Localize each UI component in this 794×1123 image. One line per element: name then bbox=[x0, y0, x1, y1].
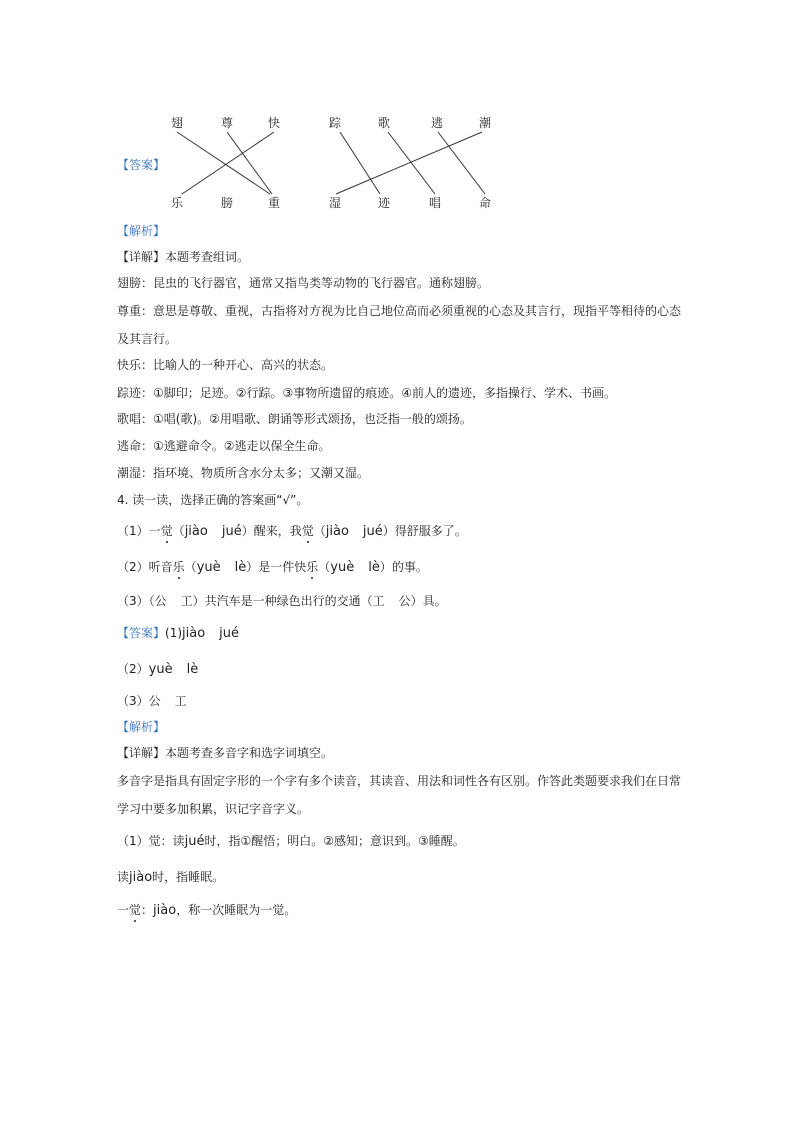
item-text: （ bbox=[318, 560, 331, 574]
item-text: 公）具。 bbox=[398, 594, 447, 608]
bottom-char-1: 乐 bbox=[170, 196, 183, 210]
top-char-5: 歌 bbox=[377, 116, 390, 130]
q4-detail-line bbox=[117, 746, 333, 760]
entry-zongji: 踪迹：①脚印；足迹。②行踪。③事物所遗留的痕迹。④前人的遗迹，多指操行、学术、书画。 bbox=[117, 386, 617, 400]
answer-pinyin: jiào bbox=[182, 626, 206, 641]
pinyin-option: lè bbox=[368, 560, 380, 575]
q4-explain-label: 【解析】 bbox=[117, 720, 166, 734]
item-text: ）是一件快 bbox=[246, 560, 307, 574]
top-char-2: 尊 bbox=[220, 116, 233, 130]
detail-text: 本题考查多音字和选字词填空。 bbox=[165, 746, 334, 760]
answer-num: (1) bbox=[165, 626, 183, 640]
last-line bbox=[117, 903, 296, 918]
item-text: ）的事。 bbox=[379, 560, 428, 574]
line-text: 读 bbox=[117, 870, 130, 884]
item-text: （ bbox=[313, 524, 326, 538]
answer-1-line bbox=[117, 626, 239, 641]
dotted-char: 乐 bbox=[306, 560, 319, 574]
bottom-char-3: 重 bbox=[267, 196, 280, 210]
q4-paragraph: 多音字是指具有固定字形的一个字有多个读音，其读音、用法和词性各有区别。作答此类题要求我们在日常学习中要多加积累，识记字音字义。 bbox=[117, 774, 682, 816]
pinyin-option: jiào bbox=[325, 524, 349, 539]
bottom-char-2: 膀 bbox=[220, 196, 233, 210]
line-text: ： bbox=[141, 903, 154, 917]
top-char-1: 翅 bbox=[170, 116, 183, 130]
answer-char: 工 bbox=[174, 694, 187, 708]
item-text: 一 bbox=[148, 524, 161, 538]
item-text: 工）共汽车是一种绿色出行的交通（工 bbox=[180, 594, 385, 608]
item-text: ）得舒服多了。 bbox=[382, 524, 467, 538]
pinyin: jiào bbox=[153, 903, 177, 918]
pinyin-option: jiào bbox=[184, 524, 208, 539]
pinyin: jiào bbox=[129, 870, 153, 885]
answer-label: 【答案】 bbox=[117, 158, 166, 172]
answer-pinyin: lè bbox=[186, 662, 199, 677]
dotted-char: 乐 bbox=[172, 560, 185, 574]
pinyin-option: yuè bbox=[196, 560, 221, 575]
line-text: 时，指①醒悟；明白。②感知；意识到。③睡醒。 bbox=[204, 834, 465, 848]
dotted-char: 觉 bbox=[160, 524, 173, 538]
item-num: （2） bbox=[117, 560, 149, 574]
top-char-7: 潮 bbox=[478, 116, 491, 130]
entry-chibang: 翅膀：昆虫的飞行器官，通常又指鸟类等动物的飞行器官。通称翅膀。 bbox=[117, 276, 490, 290]
detail-label: 【详解】 bbox=[117, 746, 166, 760]
line-text: （1）觉：读 bbox=[117, 834, 185, 848]
item-num: （1） bbox=[117, 524, 149, 538]
entry-chaoshi: 潮湿：指环境、物质所含水分太多；又潮又湿。 bbox=[117, 466, 370, 480]
answer-char: 公 bbox=[148, 694, 161, 708]
answer-3-line bbox=[117, 694, 187, 708]
item-num: （3） bbox=[117, 594, 149, 608]
dotted-char: 觉 bbox=[301, 524, 314, 538]
answer-num: （2） bbox=[117, 662, 149, 676]
matching-diagram bbox=[160, 110, 520, 220]
pinyin: jué bbox=[184, 834, 205, 849]
item-text: （ bbox=[172, 524, 185, 538]
bottom-char-6: 唱 bbox=[428, 196, 441, 210]
explain-label: 【解析】 bbox=[117, 224, 166, 238]
q4-title: 4. 读一读，选择正确的答案画“√”。 bbox=[117, 493, 309, 507]
detail-line bbox=[117, 250, 249, 264]
top-char-4: 踪 bbox=[328, 116, 341, 130]
entry-gechang: 歌唱：①唱(歌)。②用唱歌、朗诵等形式颂扬，也泛指一般的颂扬。 bbox=[117, 412, 472, 426]
q4-item-2 bbox=[117, 560, 428, 575]
q4-item-3 bbox=[117, 594, 447, 608]
line-text: 时，指睡眠。 bbox=[152, 870, 225, 884]
jue-line bbox=[117, 834, 465, 849]
item-text: ）醒来，我 bbox=[241, 524, 302, 538]
answer-pinyin: yuè bbox=[148, 662, 173, 677]
entry-taoming: 逃命：①逃避命令。②逃走以保全生命。 bbox=[117, 439, 331, 453]
q4-item-1 bbox=[117, 524, 467, 539]
answer-pinyin: jué bbox=[219, 626, 240, 641]
bottom-char-5: 迹 bbox=[377, 196, 390, 210]
jiao-line bbox=[117, 870, 224, 885]
line-text: ，称一次睡眠为一觉。 bbox=[176, 903, 297, 917]
top-char-6: 逃 bbox=[430, 116, 443, 130]
pinyin-option: yuè bbox=[330, 560, 355, 575]
entry-kuaile: 快乐：比喻人的一种开心、高兴的状态。 bbox=[117, 358, 334, 372]
detail-label: 【详解】 bbox=[117, 250, 166, 264]
detail-text: 本题考查组词。 bbox=[165, 250, 250, 264]
answer-2-line bbox=[117, 662, 198, 677]
dotted-char: 觉 bbox=[129, 903, 142, 917]
top-char-3: 快 bbox=[267, 116, 280, 130]
line-text: 一 bbox=[117, 903, 130, 917]
entry-zunzhong: 尊重：意思是尊敬、重视，古指将对方视为比自己地位高而必须重视的心态及其言行，现指平等相待的心态及其言行。 bbox=[117, 304, 682, 346]
item-text: （ bbox=[184, 560, 197, 574]
pinyin-option: jué bbox=[362, 524, 383, 539]
bottom-char-7: 命 bbox=[478, 196, 491, 210]
answer-num: （3） bbox=[117, 694, 149, 708]
item-text: 听音 bbox=[148, 560, 173, 574]
pinyin-option: jué bbox=[221, 524, 242, 539]
pinyin-option: lè bbox=[234, 560, 247, 575]
item-text: （公 bbox=[148, 594, 167, 608]
answer-label: 【答案】 bbox=[117, 626, 166, 640]
bottom-char-4: 湿 bbox=[328, 196, 341, 210]
